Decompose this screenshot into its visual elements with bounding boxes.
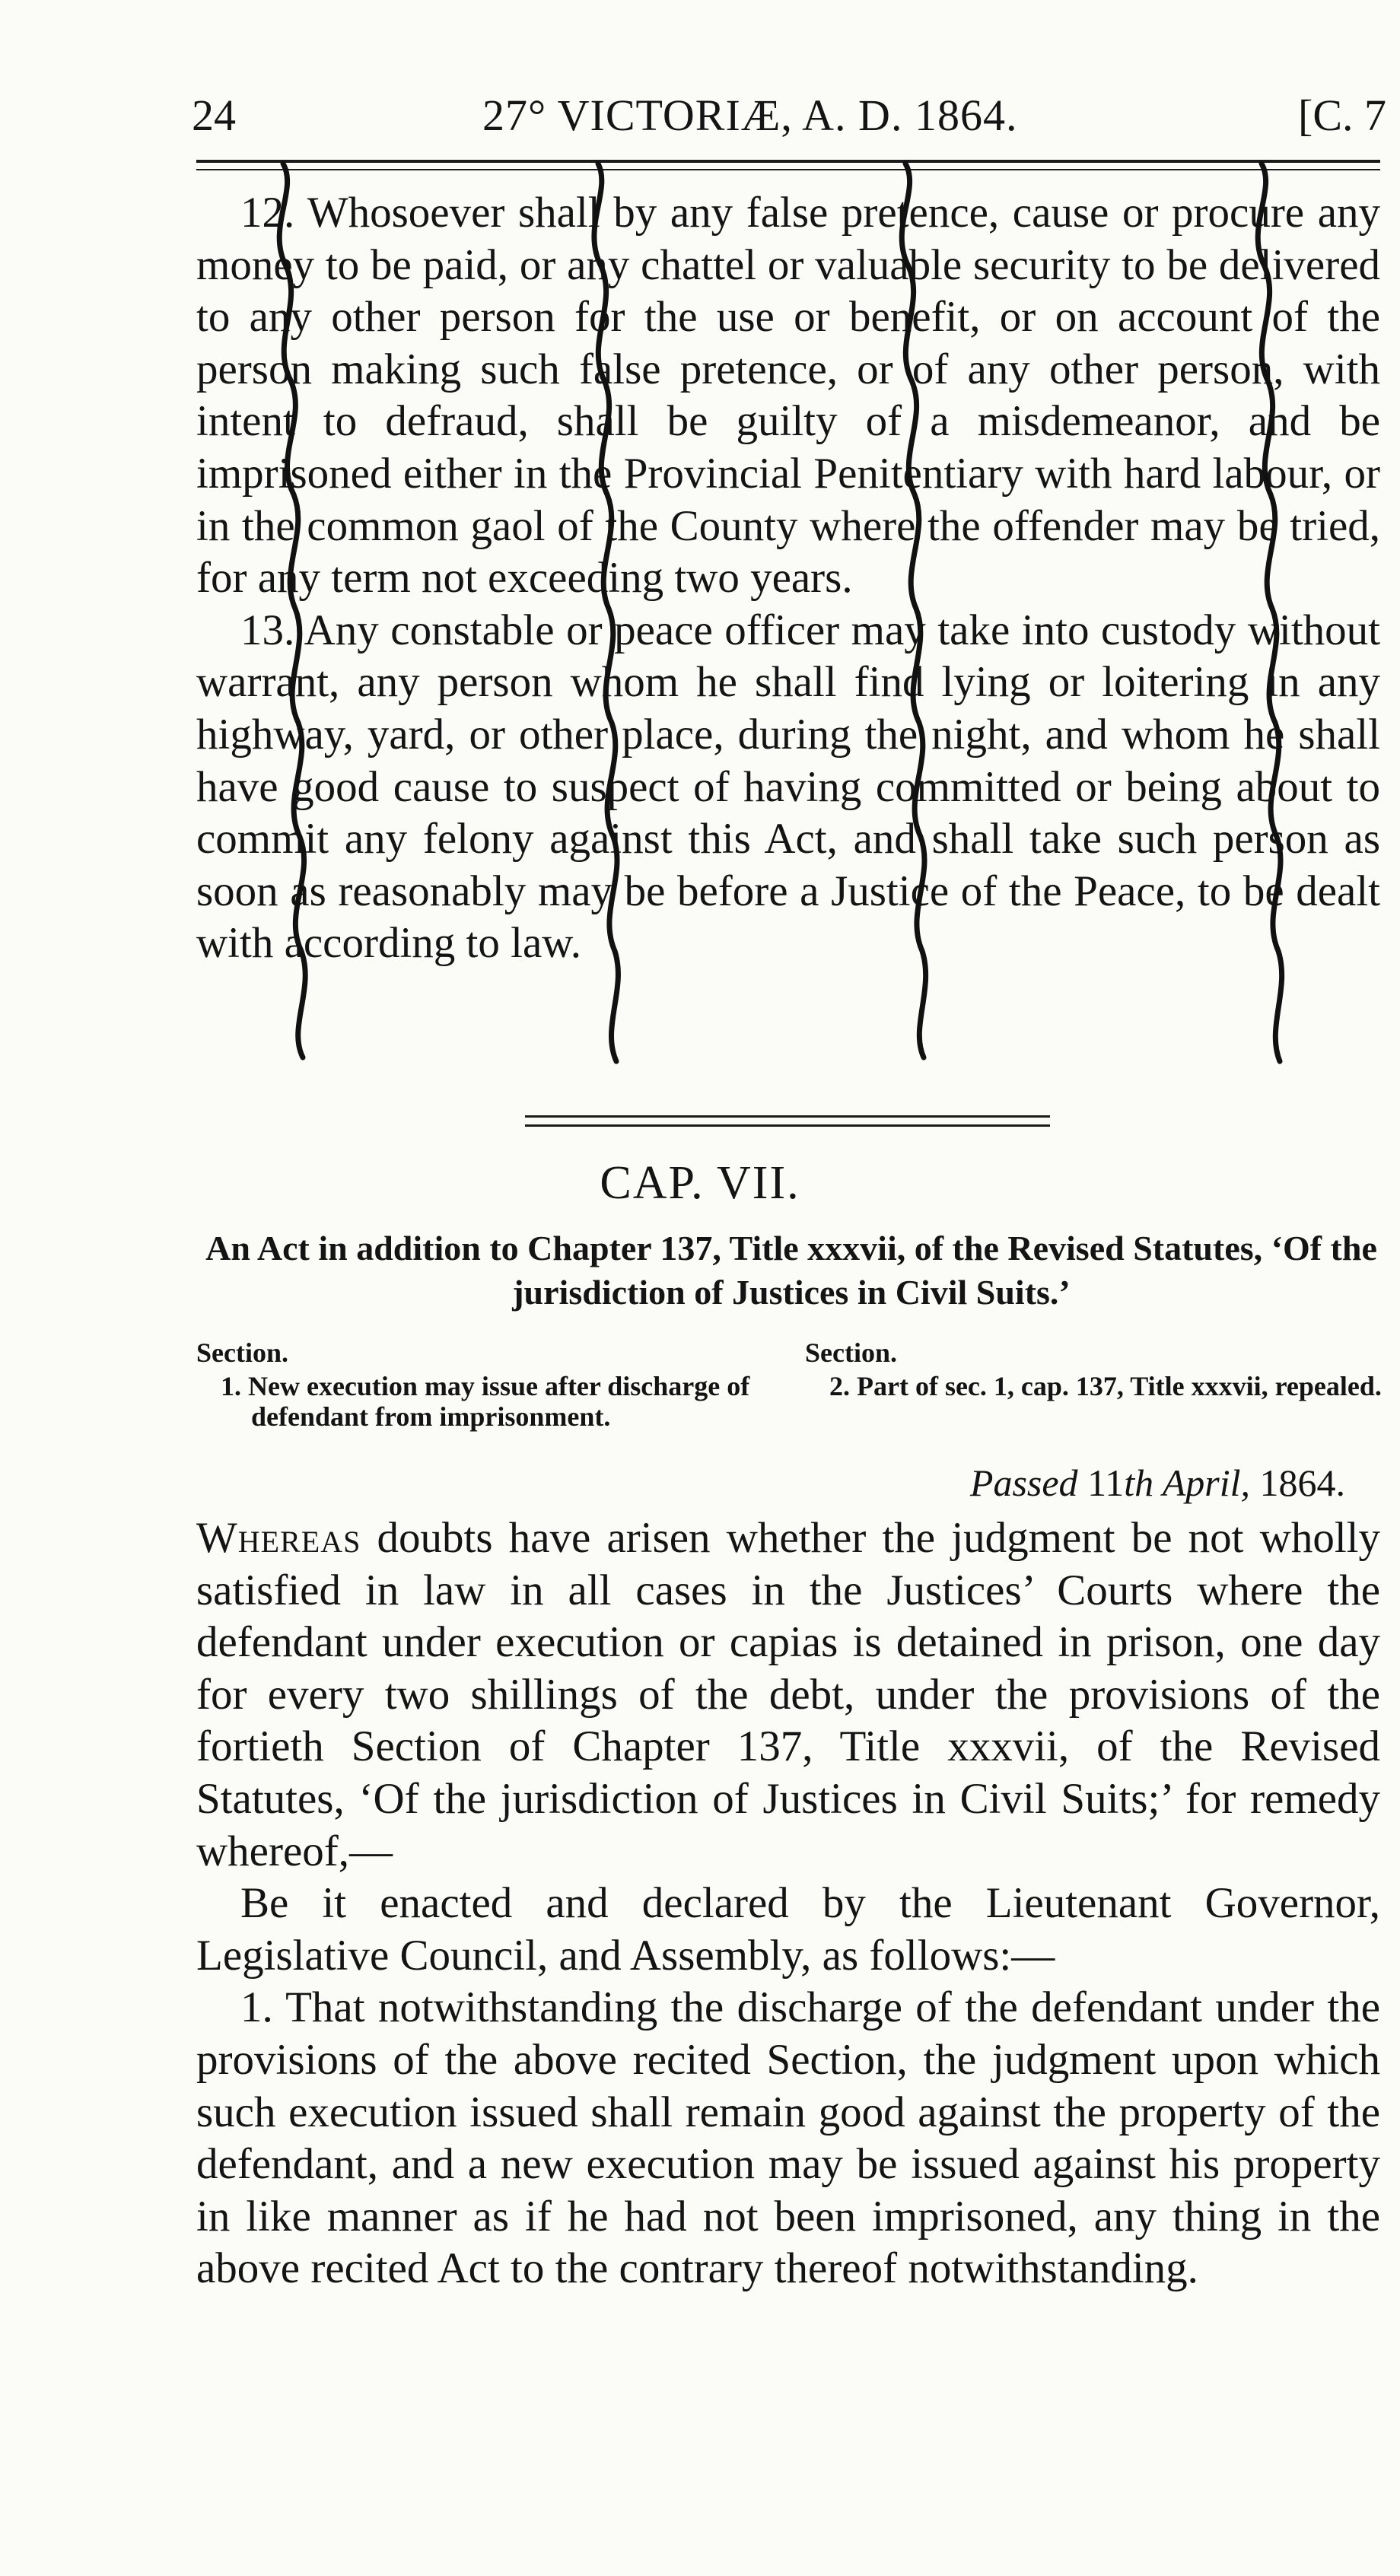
act-body — [196, 1512, 1380, 2295]
header-rule-top — [196, 160, 1380, 163]
section-index-header: Section. — [196, 1337, 288, 1368]
section-index-item: 1. New execution may issue after discharge of defendant from imprisonment. — [221, 1371, 750, 1432]
section-separator-bottom — [525, 1124, 1050, 1127]
passed-day: 11 — [1087, 1461, 1125, 1504]
section-index-item: 2. Part of sec. 1, cap. 137, Title xxxvii, repealed. — [829, 1371, 1382, 1401]
preamble-first-word: Whereas — [196, 1514, 361, 1562]
section-index-header: Section. — [805, 1337, 897, 1368]
struck-sections — [196, 187, 1380, 970]
chapter-reference: [C. 7 — [1298, 91, 1386, 140]
passed-date — [970, 1461, 1345, 1505]
section-index-right — [805, 1337, 1383, 1401]
running-title: 27° VICTORIÆ, A. D. 1864. — [482, 91, 1018, 140]
section-13: 13. Any constable or peace officer may take into custody without warrant, any person whom he shall find lying or loitering in any highway, yard, or other place, during the night, and whom he shall have good cause to suspect of having committed or being about to commit any felony against this Act, and shall take such person as soon as reasonably may be before a Justice of the Peace, to be dealt with according to law. — [196, 606, 1380, 968]
act-title: An Act in addition to Chapter 137, Title xxxvii, of the Revised Statutes, ‘Of the jurisdiction of Justices in Civil Suits.’ — [205, 1229, 1377, 1312]
section-12: 12. Whosoever shall by any false pretence, cause or procure any money to be paid, or any chattel or valuable security to be delivered to any other person for the use or benefit, or on account of the person making such false pretence, or of any other person, with intent to defraud, shall be guilty of a misdemeanor, and be imprisoned either in the Provincial Penitentiary with hard labour, or in the common gaol of the County where the offender may be tried, for any term not exceeding two years. — [196, 189, 1380, 603]
section-index-left — [196, 1337, 790, 1432]
enacting-clause: Be it enacted and declared by the Lieutenant Governor, Legislative Council, and Assembly, as follows:— — [196, 1879, 1380, 1980]
section-separator-top — [525, 1115, 1050, 1118]
preamble — [196, 1512, 1380, 1878]
passed-year: 1864. — [1259, 1461, 1345, 1504]
passed-label: Passed — [969, 1461, 1078, 1504]
page-number: 24 — [192, 91, 236, 140]
preamble-text: doubts have arisen whether the judgment be not wholly satisfied in law in all cases in the Justices’ Courts where the defendant under execution or capias is detained in prison, one day for every two shillings of the debt, under the provisions of the fortieth Section of Chapter 137, Title xxxvii, of the Revised Statutes, ‘Of the jurisdiction of Justices in Civil Suits;’ for remedy whereof,— — [196, 1514, 1380, 1875]
section-1: 1. That notwithstanding the discharge of the defendant under the provisions of the above recited Section, the judgment upon which such execution issued shall remain good against the property of the defendant, and a new execution may be issued against his property in like manner as if he had not been imprisoned, any thing in the above recited Act to the contrary thereof notwithstanding. — [196, 1983, 1380, 2293]
passed-month: th April, — [1124, 1461, 1250, 1504]
running-header — [192, 90, 1386, 151]
header-rule-bottom — [196, 169, 1380, 170]
chapter-heading: CAP. VII. — [600, 1157, 800, 1209]
